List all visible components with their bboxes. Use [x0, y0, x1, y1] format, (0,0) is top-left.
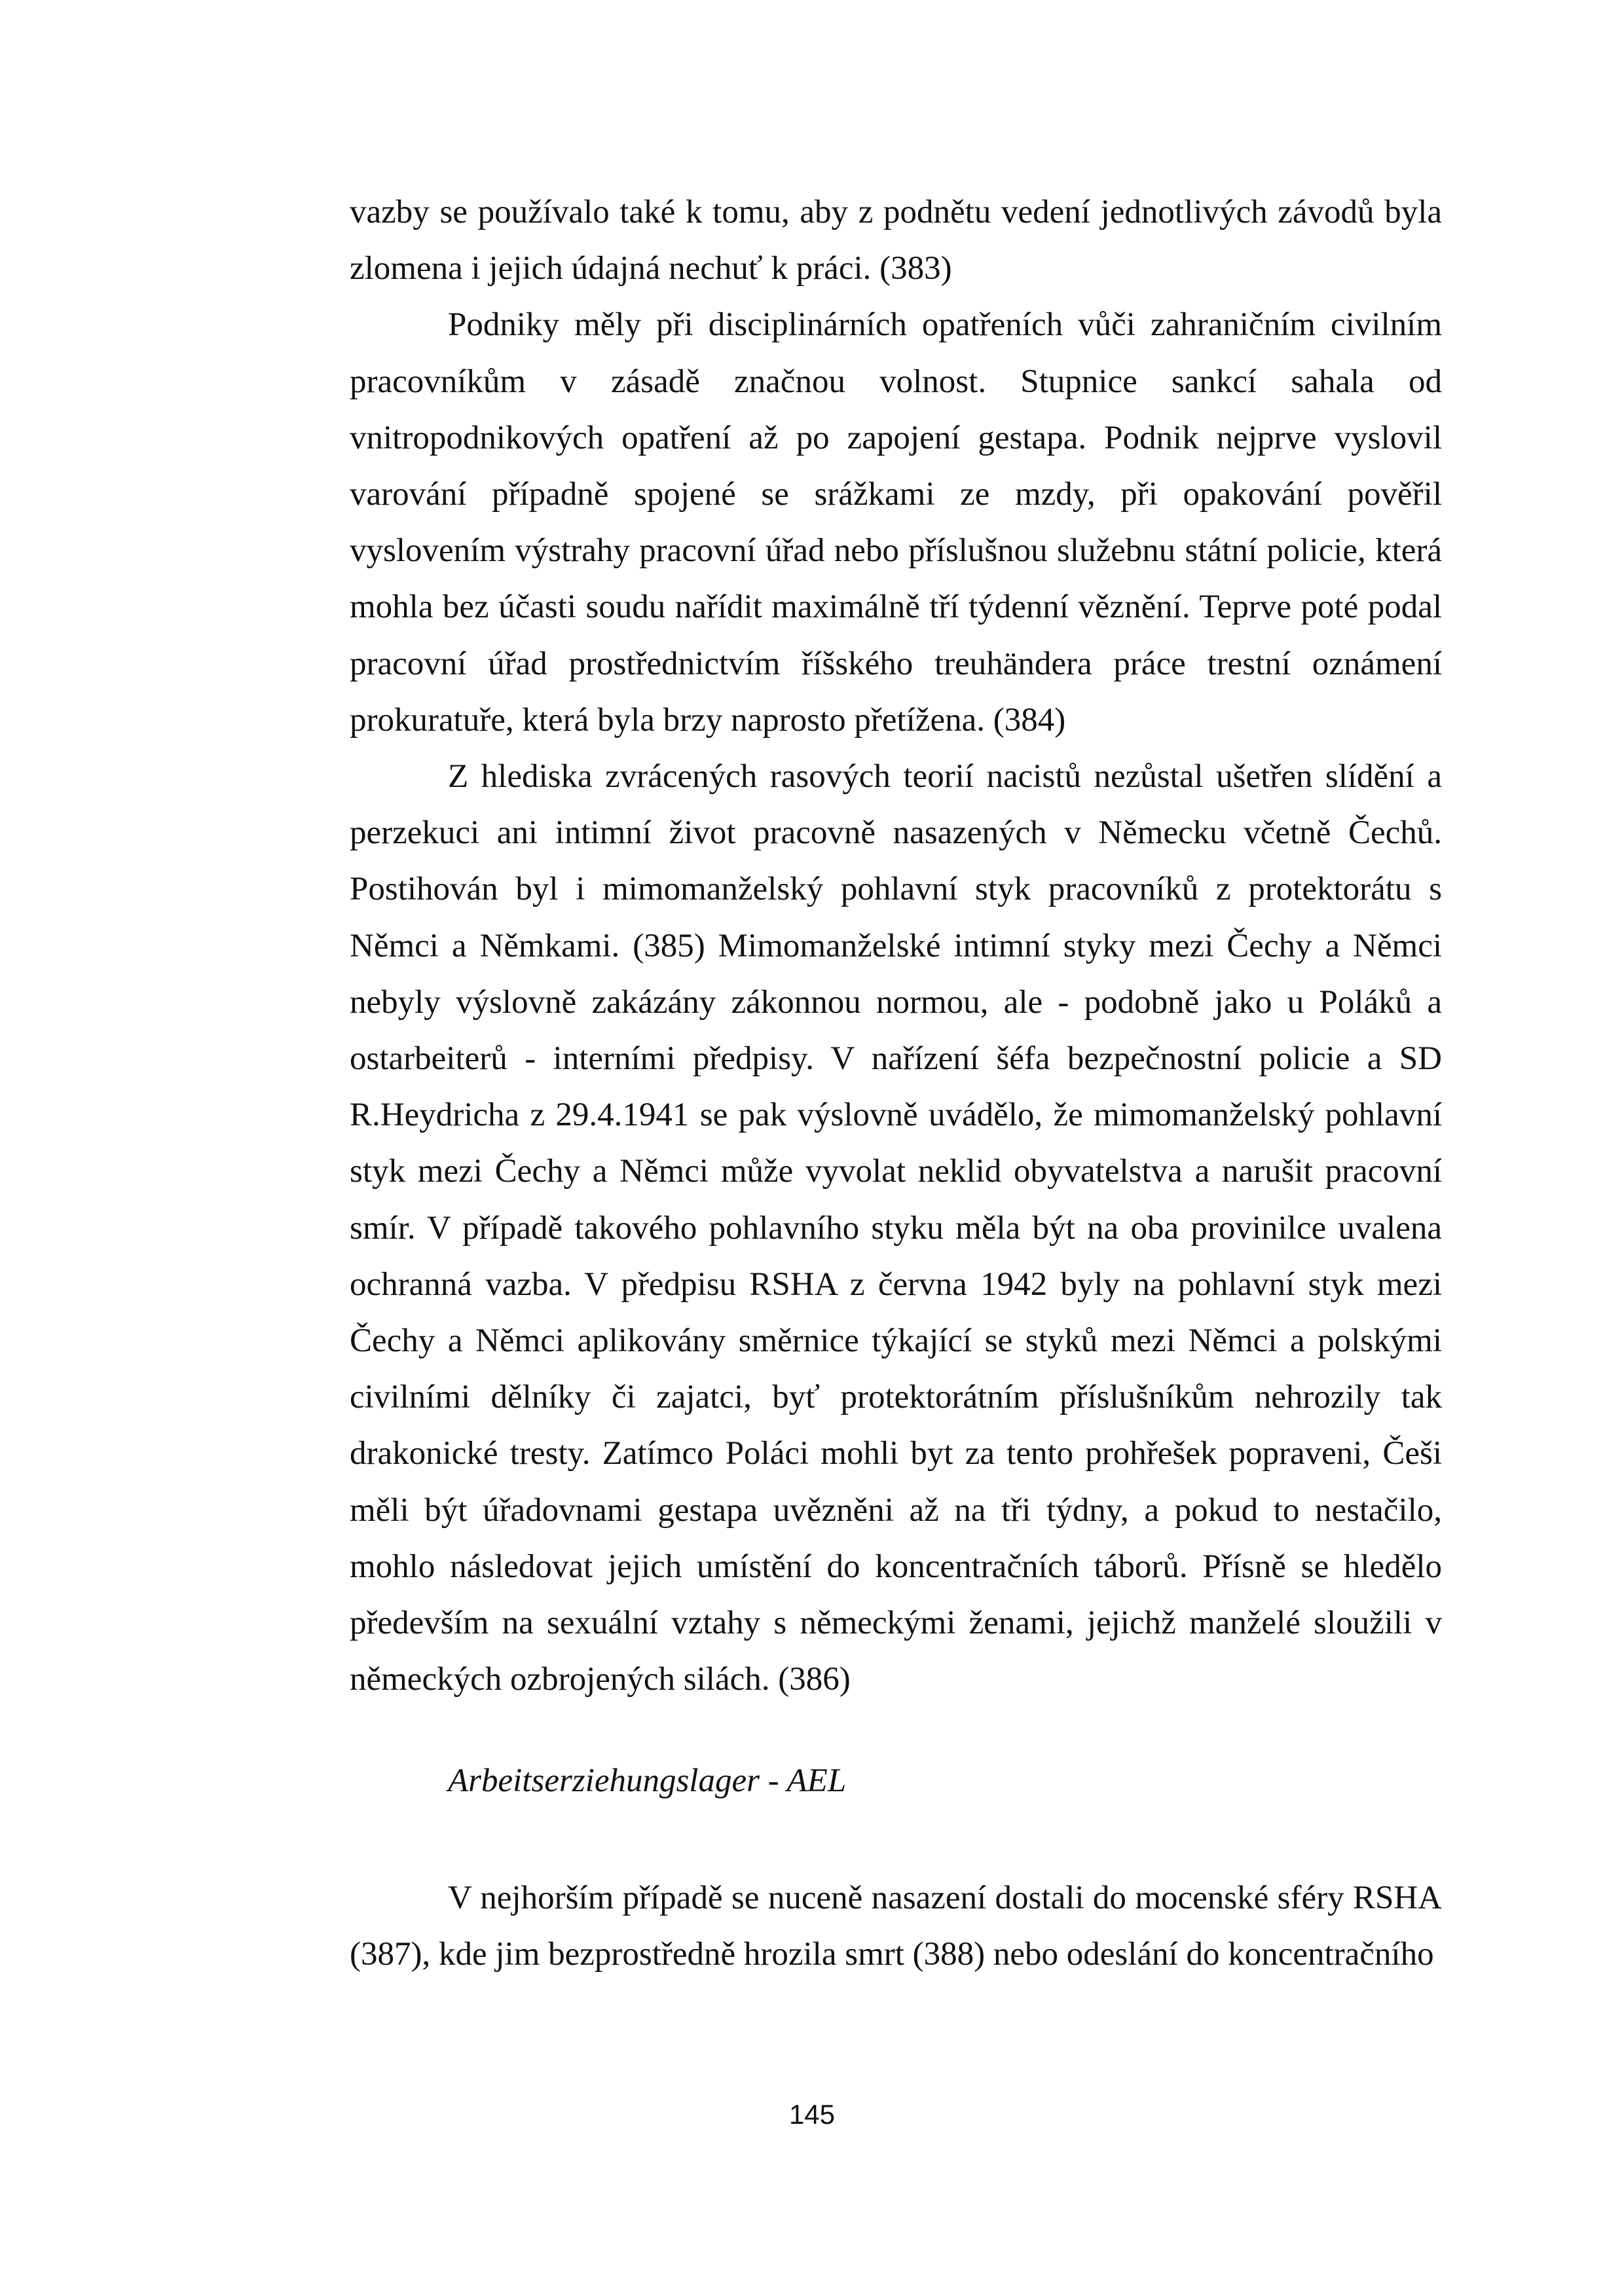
paragraph-1: vazby se používalo také k tomu, aby z podnětu vedení jednotlivých závodů byla zlomena i jejich údajná nechuť k práci. (383)	[350, 194, 1442, 287]
section-heading: Arbeitserziehungslager - AEL	[448, 1762, 847, 1799]
section-paragraph-1: V nejhorším případě se nuceně nasazení dostali do mocenské sféry RSHA (387), kde jim bezprostředně hrozila smrt (388) nebo odeslání do koncentračního	[350, 1880, 1442, 1973]
body-text	[350, 184, 1442, 1707]
paragraph-3: Z hlediska zvrácených rasových teorií nacistů nezůstal ušetřen slídění a perzekuci ani intimní život pracovně nasazených v Německu včetně Čechů. Postihován byl i mimomanželský pohlavní styk pracovníků z protektorátu s Němci a Němkami. (385) Mimomanželské intimní styky mezi Čechy a Němci nebyly výslovně zakázány zákonnou normou, ale - podobně jako u Poláků a ostarbeiterů - interními předpisy. V nařízení šéfa bezpečnostní policie a SD R.Heydricha z 29.4.1941 se pak výslovně uvádělo, že mimomanželský pohlavní styk mezi Čechy a Němci může vyvolat neklid obyvatelstva a narušit pracovní smír. V případě takového pohlavního styku měla být na oba provinilce uvalena ochranná vazba. V předpisu RSHA z června 1942 byly na pohlavní styk mezi Čechy a Němci aplikovány směrnice týkající se styků mezi Němci a polskými civilními dělníky či zajatci, byť protektorátním příslušníkům nehrozily tak drakonické tresty. Zatímco Poláci mohli byt za tento prohřešek popraveni, Češi měli být úřadovnami gestapa uvězněni až na tři týdny, a pokud to nestačilo, mohlo následovat jejich umístění do koncentračních táborů. Přísně se hledělo především na sexuální vztahy s německými ženami, jejichž manželé sloužili v německých ozbrojených silách. (386)	[350, 758, 1442, 1698]
section-body-text	[350, 1870, 1442, 1982]
page-number: 145	[788, 2099, 836, 2130]
paragraph-2: Podniky měly při disciplinárních opatřeních vůči zahraničním civilním pracovníkům v zásadě značnou volnost. Stupnice sankcí sahala od vnitropodnikových opatření až po zapojení gestapa. Podnik nejprve vyslovil varování případně spojené se srážkami ze mzdy, při opakování pověřil vyslovením výstrahy pracovní úřad nebo příslušnou služebnu státní policie, která mohla bez účasti soudu nařídit maximálně tří týdenní věznění. Teprve poté podal pracovní úřad prostřednictvím říšského treuhändera práce trestní oznámení prokuratuře, která byla brzy naprosto přetížena. (384)	[350, 306, 1442, 738]
